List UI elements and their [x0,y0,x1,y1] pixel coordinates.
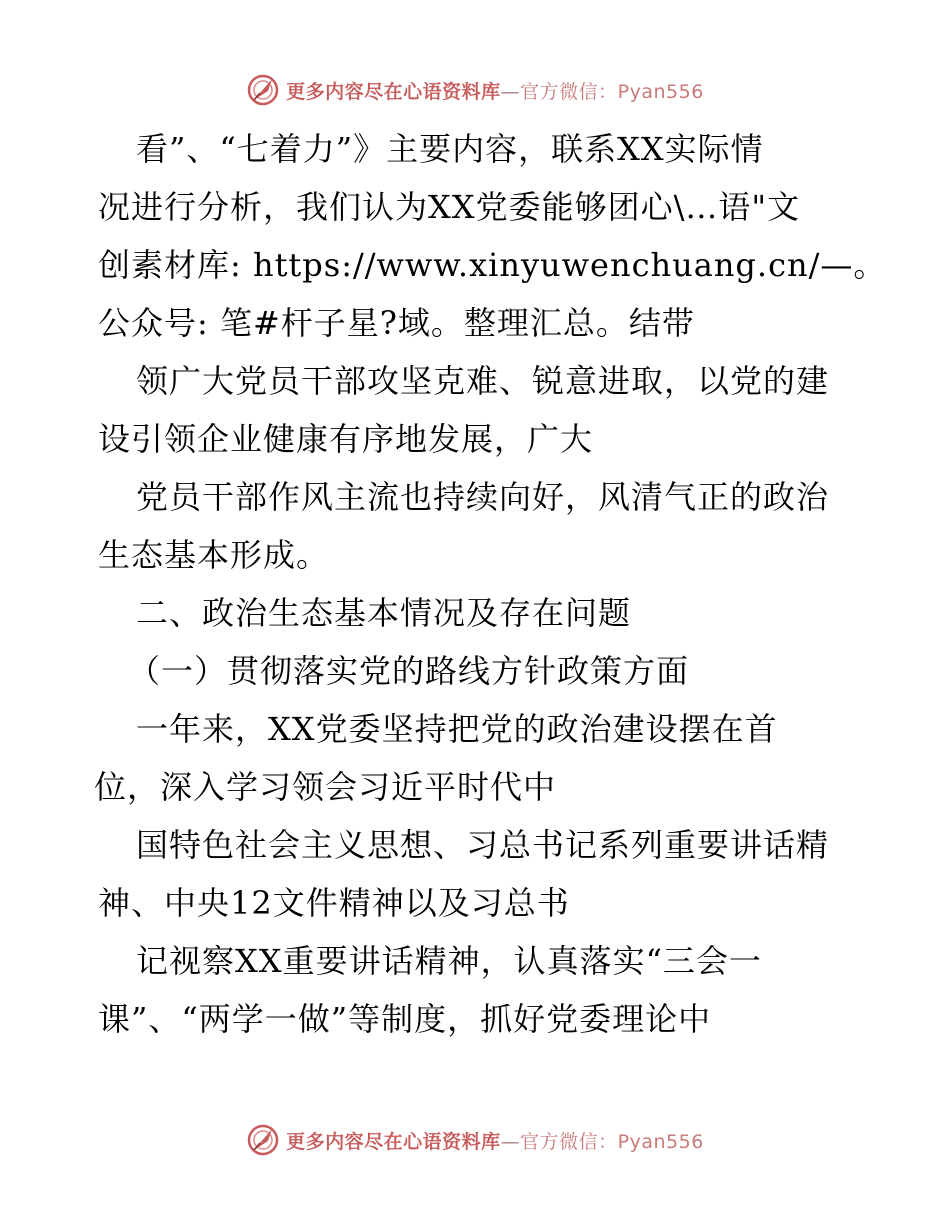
footer-watermark [0,1120,950,1160]
text-line: 国特色社会主义思想、习总书记系列重要讲话精 [136,826,830,864]
text-line: 位，深入学习领会习近平时代中 [94,768,557,806]
text-line: 领广大党员干部攻坚克难、锐意进取，以党的建 [136,362,830,400]
text-line: 设引领企业健康有序地发展，广大 [98,420,594,458]
section-heading: 二、政治生态基本情况及存在问题 [136,594,632,632]
text-line: 看”、“七着力”》主要内容，联系XX实际情 [136,130,764,168]
text-line: 创素材库: https://www.xinyuwenchuang.cn/—。 [98,246,887,284]
watermark-main: 更多内容尽在心语资料库 [286,80,501,103]
text-line: 记视察XX重要讲话精神，认真落实“三会一 [136,942,762,980]
header-watermark [0,70,950,110]
text-line: 党员干部作风主流也持续向好，风清气正的政治 [136,478,830,516]
text-line: 一年来，XX党委坚持把党的政治建设摆在首 [136,710,778,748]
text-line: 生态基本形成。 [98,536,330,574]
text-line: 公众号: 笔#杆子星?域。整理汇总。结带 [98,304,695,342]
watermark-suffix: 官方微信：Pyan556 [520,1130,704,1153]
quill-logo-icon [246,1123,280,1157]
quill-logo-icon [246,73,280,107]
watermark-main: 更多内容尽在心语资料库 [286,1130,501,1153]
watermark-text [286,77,704,104]
watermark-separator: — [500,1130,521,1153]
watermark-text [286,1127,704,1154]
text-line: 课”、“两学一做”等制度，抓好党委理论中 [98,1000,712,1038]
text-line: 神、中央12文件精神以及习总书 [98,884,570,922]
watermark-suffix: 官方微信：Pyan556 [520,80,704,103]
watermark-separator: — [500,80,521,103]
subsection-heading: （一）贯彻落实党的路线方针政策方面 [128,652,690,690]
text-line: 况进行分析，我们认为XX党委能够团心\…语"文 [98,188,801,226]
